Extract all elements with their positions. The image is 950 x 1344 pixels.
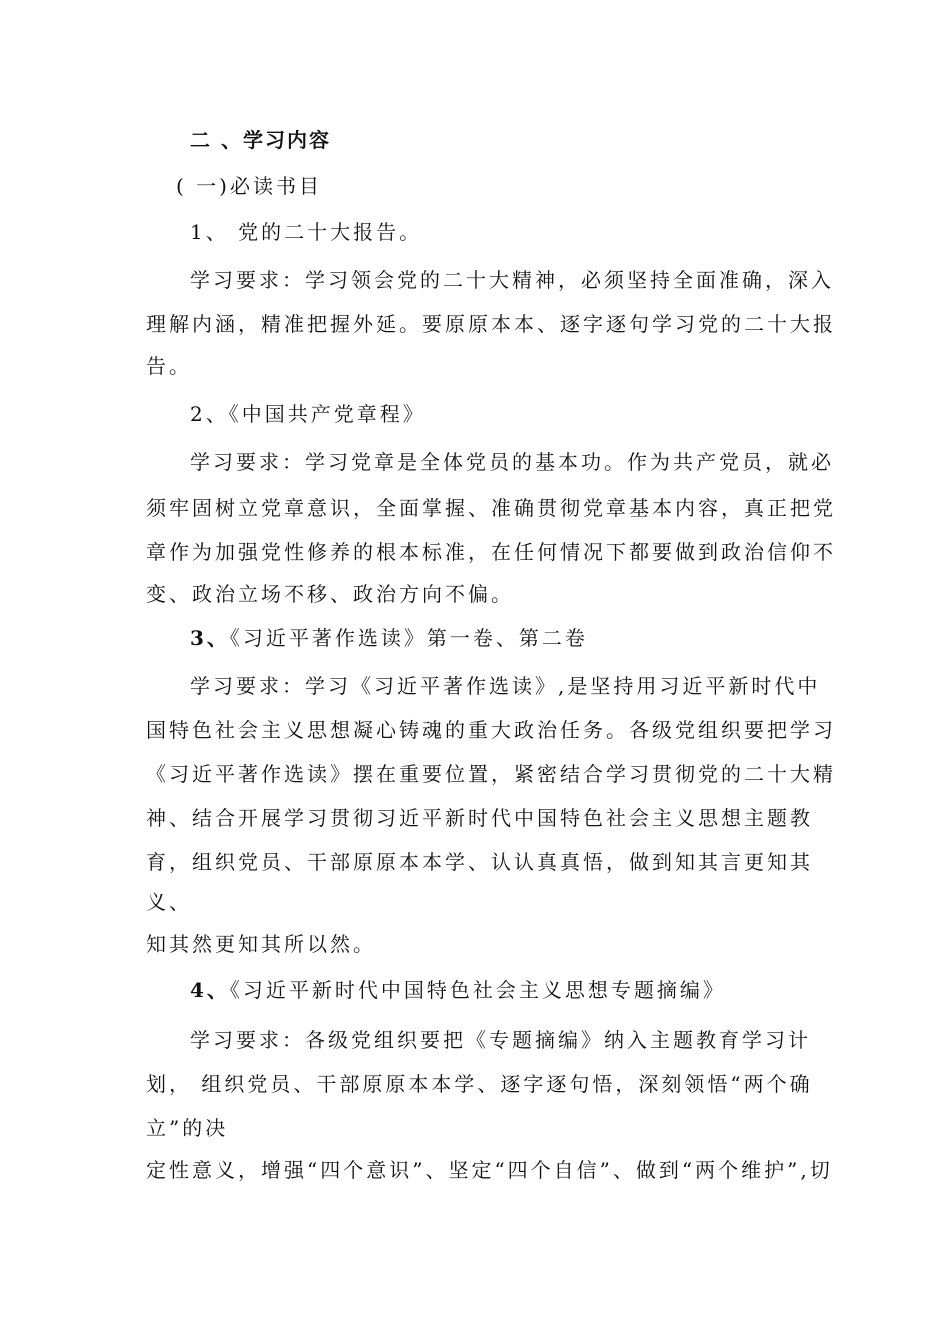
- item-4-requirement-line-3: 立”的决: [146, 1116, 229, 1140]
- item-2-requirement-line-4: 变、政治立场不移、政治方向不偏。: [146, 582, 514, 606]
- item-1-requirement-line-2: 理解内涵，精准把握外延。要原原本本、逐字逐句学习党的二十大报: [146, 312, 836, 336]
- item-4-requirement-line-4: 定性意义，增强“四个意识”、坚定“四个自信”、做到“两个维护”,切: [146, 1158, 833, 1182]
- item-1-requirement-line-3: 告。: [146, 354, 192, 378]
- item-3-requirement-line-3: 《习近平著作选读》摆在重要位置，紧密结合学习贯彻党的二十大精: [146, 762, 836, 786]
- item-3-book-title: 《习近平著作选读》第一卷、第二卷: [229, 626, 588, 650]
- item-1-title: 1、 党的二十大报告。: [190, 220, 423, 244]
- item-3-requirement-line-5: 育，组织党员、干部原原本本学、认认真真悟，做到知其言更知其: [146, 850, 813, 874]
- item-2-title: 2、《中国共产党章程》: [190, 402, 426, 426]
- item-3-requirement-line-4: 神、结合开展学习贯彻习近平新时代中国特色社会主义思想主题教: [146, 806, 813, 830]
- item-2-requirement-line-2: 须牢固树立党章意识，全面掌握、准确贯彻党章基本内容，真正把党: [146, 496, 836, 520]
- item-3-requirement-line-1: 学习要求：学习《习近平著作选读》,是坚持用习近平新时代中: [190, 674, 821, 698]
- item-2-requirement-line-1: 学习要求：学习党章是全体党员的基本功。作为共产党员，就必: [190, 450, 834, 474]
- subsection-title: ( 一)必读书目: [176, 174, 322, 198]
- item-4-requirement-line-2: 划， 组织党员、干部原原本本学、逐字逐句悟，深刻领悟“两个确: [146, 1072, 813, 1096]
- item-3-requirement-line-7: 知其然更知其所以然。: [146, 932, 376, 956]
- item-4-number: 4、: [190, 978, 230, 1002]
- item-3-title: [190, 624, 588, 652]
- item-1-requirement-line-1: 学习要求：学习领会党的二十大精神，必须坚持全面准确，深入: [190, 268, 834, 292]
- item-4-book-title: 《习近平新时代中国特色社会主义思想专题摘编》: [229, 978, 726, 1002]
- section-heading: 二 、学习内容: [190, 128, 331, 152]
- item-4-title: [190, 976, 726, 1004]
- item-3-number: 3、: [190, 626, 230, 650]
- item-4-requirement-line-1: 学习要求：各级党组织要把《专题摘编》纳入主题教育学习计: [190, 1028, 811, 1052]
- item-3-requirement-line-6: 义、: [146, 890, 192, 914]
- item-2-requirement-line-3: 章作为加强党性修养的根本标准，在任何情况下都要做到政治信仰不: [146, 540, 836, 564]
- item-3-requirement-line-2: 国特色社会主义思想凝心铸魂的重大政治任务。各级党组织要把学习: [146, 718, 836, 742]
